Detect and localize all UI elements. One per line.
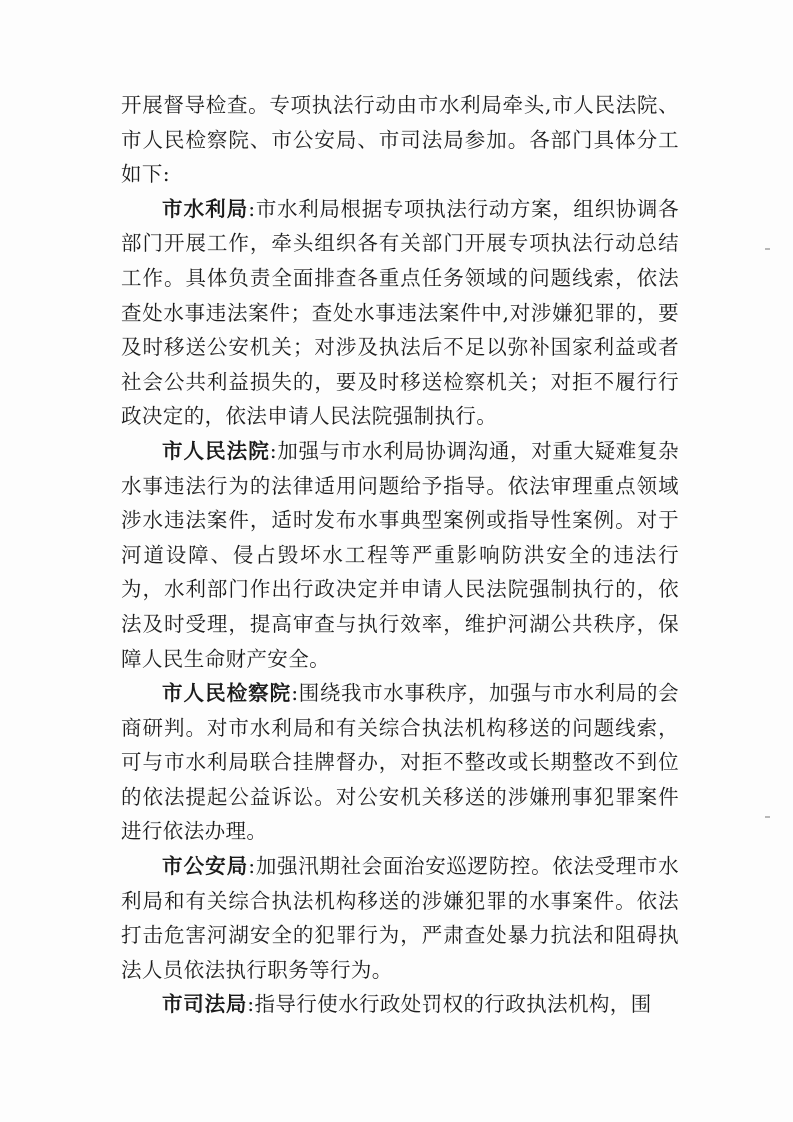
- paragraph-heading: 市司法局: [162, 992, 248, 1017]
- intro-paragraph: [121, 88, 679, 192]
- paragraph-heading: 市人民法院: [162, 438, 270, 463]
- paragraph-text: :加强与市水利局协调沟通，对重大疑难复杂水事违法行为的法律适用问题给予指导。依法审理重点领域涉水违法案件，适时发布水事典型案例或指导性案例。对于河道设障、侵占毁坏水工程等严重影响防洪安全的违法行为，水利部门作出行政决定并申请人民法院强制执行的，依法及时受理，提高审查与执行效率，维护河湖公共秩序，保障人民生命财产安全。: [121, 438, 680, 671]
- paragraph-public-security: [121, 849, 679, 987]
- document-body: [121, 88, 679, 1022]
- paragraph-justice-bureau: [121, 987, 679, 1022]
- paragraph-text: 开展督导检查。专项执法行动由市水利局牵头,市人民法院、市人民检察院、市公安局、市司法局参加。各部门具体分工如下:: [121, 93, 679, 187]
- paragraph-heading: 市人民检察院: [162, 681, 292, 706]
- paragraph-court: [121, 434, 679, 676]
- scan-mark: [765, 816, 770, 818]
- paragraph-heading: 市水利局: [162, 196, 249, 221]
- scan-mark: [765, 248, 770, 250]
- paragraph-procuratorate: [121, 676, 679, 849]
- paragraph-heading: 市公安局: [162, 854, 249, 879]
- paragraph-text: :指导行使水行政处罚权的行政执法机构，围: [247, 992, 652, 1017]
- paragraph-text: :市水利局根据专项执法行动方案，组织协调各部门开展工作，牵头组织各有关部门开展专项执法行动总结工作。具体负责全面排查各重点任务领域的问题线索，依法查处水事违法案件；查处水事违法案件中,对涉嫌犯罪的，要及时移送公安机关；对涉及执法后不足以弥补国家利益或者社会公共利益损失的，要及时移送检察机关；对拒不履行行政决定的，依法申请人民法院强制执行。: [121, 196, 679, 429]
- paragraph-text: :加强汛期社会面治安巡逻防控。依法受理市水利局和有关综合执法机构移送的涉嫌犯罪的水事案件。依法打击危害河湖安全的犯罪行为，严肃查处暴力抗法和阻碍执法人员依法执行职务等行为。: [121, 854, 679, 982]
- paragraph-text: :围绕我市水事秩序，加强与市水利局的会商研判。对市水利局和有关综合执法机构移送的问题线索，可与市水利局联合挂牌督办，对拒不整改或长期整改不到位的依法提起公益诉讼。对公安机关移送的涉嫌刑事犯罪案件进行依法办理。: [121, 681, 679, 844]
- paragraph-water-bureau: [121, 192, 679, 434]
